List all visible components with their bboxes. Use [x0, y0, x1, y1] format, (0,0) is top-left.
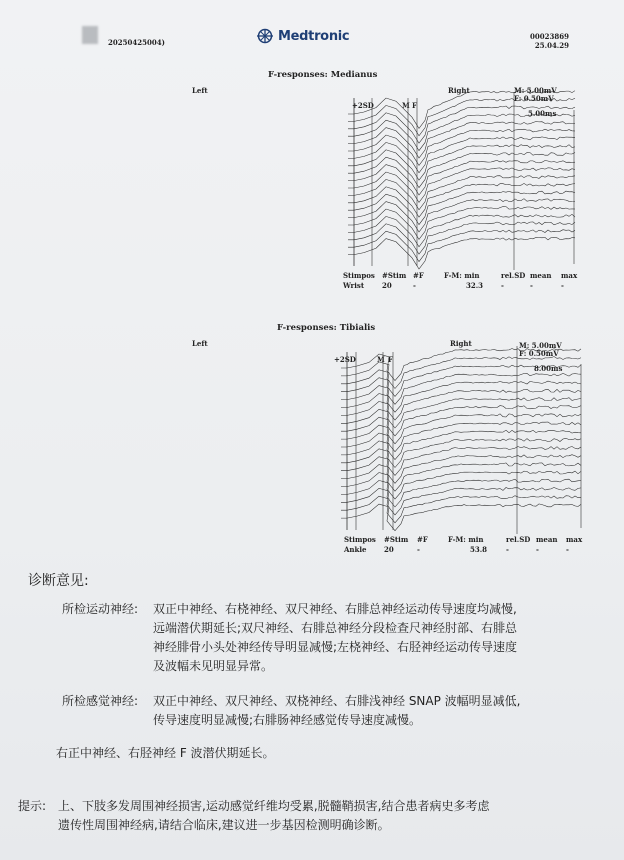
table-cell: Wrist [343, 281, 365, 290]
table-cell: 53.8 [470, 545, 488, 554]
f-response-trace [341, 479, 581, 507]
tibialis-scale-m: M: 5.00mV [519, 341, 562, 350]
text-line: 双正中神经、双尺神经、双桡神经、右腓浅神经 SNAP 波幅明显减低, [153, 694, 521, 708]
doc-date: 25.04.29 [534, 41, 569, 50]
table-header-cell: mean [536, 535, 558, 544]
f-response-trace [341, 349, 581, 381]
tibialis-sd-marker: +2SD [334, 355, 356, 364]
table-cell: 20 [384, 545, 394, 554]
f-response-trace [341, 496, 581, 523]
sensory-findings [153, 692, 598, 730]
table-header-cell: Stimpos [343, 271, 375, 280]
table-cell: - [417, 545, 420, 554]
f-response-trace [341, 414, 581, 444]
table-cell: - [561, 281, 564, 290]
text-line: 传导速度明显减慢;右腓肠神经感觉传导速度减慢。 [153, 713, 422, 727]
table-cell: 32.3 [466, 281, 484, 290]
medianus-sd-marker: +2SD [352, 101, 374, 110]
tibialis-m-marker: M [377, 355, 385, 364]
medianus-f-marker: F [412, 101, 417, 110]
f-response-trace [341, 357, 581, 389]
text-line: 双正中神经、右桡神经、双尺神经、右腓总神经运动传导速度均减慢, [153, 602, 517, 616]
tibialis-table [344, 535, 588, 555]
table-cell: 20 [382, 281, 392, 290]
medianus-title: F-responses: Medianus [268, 70, 378, 80]
table-cell: - [536, 545, 539, 554]
f-response-trace [341, 504, 581, 531]
f-response-trace [341, 438, 581, 467]
medianus-scale-time: 5.00ms [528, 109, 557, 118]
medianus-scale-f: F: 0.50mV [514, 94, 554, 103]
f-wave-finding: 右正中神经、右胫神经 F 波潜伏期延长。 [56, 746, 275, 760]
table-header-cell: max [561, 271, 578, 280]
motor-findings [153, 600, 598, 676]
motor-label: 所检运动神经: [62, 602, 139, 616]
tibialis-right-label: Right [450, 339, 472, 348]
table-header-cell: #F [413, 271, 424, 280]
f-response-trace [341, 455, 581, 484]
table-header-cell: #Stim [384, 535, 409, 544]
tibialis-scale-time: 8.00ms [534, 364, 563, 373]
table-cell: Ankle [344, 545, 367, 554]
table-cell: - [530, 281, 533, 290]
hint-label: 提示: [18, 799, 47, 813]
table-header-cell: Stimpos [344, 535, 376, 544]
table-header-cell: rel.SD [506, 535, 531, 544]
f-response-trace [341, 373, 581, 404]
medianus-m-marker: M [402, 101, 410, 110]
table-cell: - [413, 281, 416, 290]
f-response-trace [341, 422, 581, 452]
table-cell: - [566, 545, 569, 554]
f-response-trace [341, 447, 581, 476]
f-response-trace [341, 463, 581, 491]
f-response-trace [341, 471, 581, 499]
table-header-cell: max [566, 535, 583, 544]
tibialis-scale-f: F: 0.50mV [519, 349, 559, 358]
text-line: 上、下肢多发周围神经损害,运动感觉纤维均受累,脱髓鞘损害,结合患者病史多考虑 [58, 799, 490, 813]
text-line: 及波幅未见明显异常。 [153, 659, 274, 673]
tibialis-f-marker: F [388, 355, 393, 364]
table-header-cell: F-M: min [444, 271, 480, 280]
logo-wordmark: Medtronic [278, 28, 350, 44]
table-header-cell: #Stim [382, 271, 407, 280]
table-header-cell: #F [417, 535, 428, 544]
text-line: 远端潜伏期延长;双尺神经、右腓总神经分段检查尺神经肘部、右腓总 [153, 621, 518, 635]
text-line: 遗传性周围神经病,请结合临床,建议进一步基因检测明确诊断。 [58, 818, 390, 832]
patient-id: 20250425004) [108, 38, 165, 47]
f-response-trace [341, 487, 581, 515]
table-cell: - [506, 545, 509, 554]
f-response-trace [341, 406, 581, 436]
tibialis-title: F-responses: Tibialis [277, 323, 376, 333]
tibialis-left-label: Left [192, 339, 208, 348]
f-response-trace [341, 430, 581, 459]
medianus-scale-m: M: 5.00mV [514, 86, 557, 95]
table-header-cell: rel.SD [501, 271, 526, 280]
medianus-left-label: Left [192, 86, 208, 95]
medianus-right-label: Right [448, 86, 470, 95]
tibialis-table-header [344, 535, 588, 545]
table-header-cell: mean [530, 271, 552, 280]
f-response-trace [341, 389, 581, 420]
hint-text [58, 797, 603, 835]
table-header-cell: F-M: min [448, 535, 484, 544]
sensory-label: 所检感觉神经: [62, 694, 139, 708]
table-cell: - [501, 281, 504, 290]
diagnosis-title: 诊断意见: [28, 573, 89, 589]
tibialis-table-row [344, 545, 588, 555]
doc-number: 00023869 [530, 32, 569, 41]
text-line: 神经腓骨小头处神经传导明显减慢;左桡神经、右胫神经运动传导速度 [153, 640, 518, 654]
f-response-trace [341, 365, 581, 397]
